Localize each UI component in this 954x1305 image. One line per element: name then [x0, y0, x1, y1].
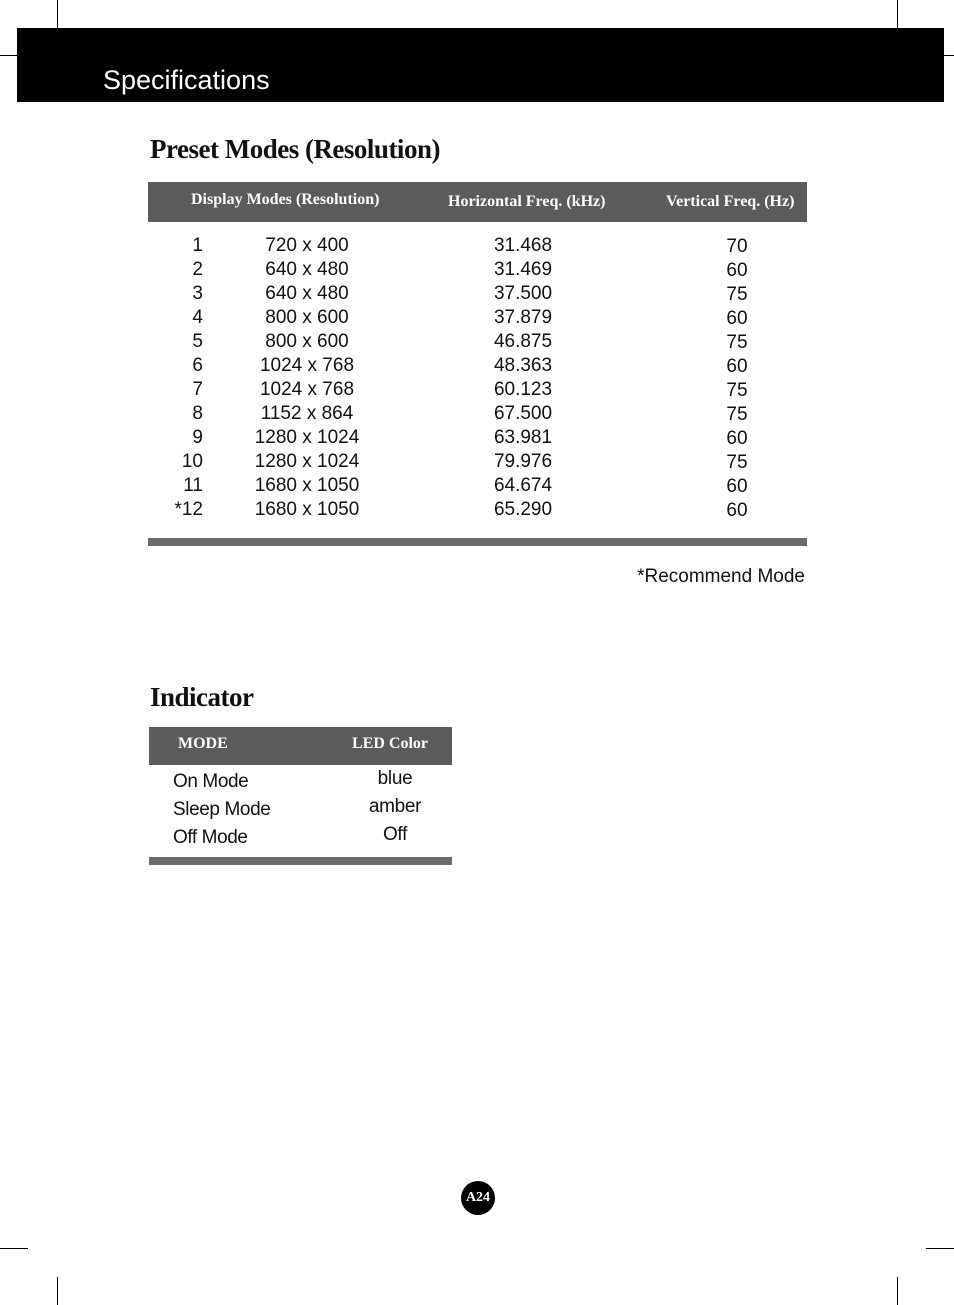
resolution-cell: 1024 x 768: [259, 379, 355, 400]
horizontal-freq-cell: 46.875: [493, 331, 553, 352]
page-title: Specifications: [103, 65, 270, 95]
indicator-mode-cell: Off Mode: [173, 827, 248, 848]
mode-number-cell: 6: [192, 355, 203, 376]
resolution-cell: 1680 x 1050: [254, 475, 360, 496]
horizontal-freq-cell: 37.500: [493, 283, 553, 304]
resolution-cell: 720 x 400: [265, 235, 349, 256]
indicator-table-header: [149, 727, 452, 765]
crop-mark: [57, 1277, 58, 1305]
recommend-mode-note: *Recommend Mode: [637, 566, 805, 587]
vertical-freq-cell: 75: [726, 452, 748, 473]
column-header-horizontal-freq: Horizontal Freq. (kHz): [448, 193, 606, 210]
mode-number-cell: 3: [192, 283, 203, 304]
vertical-freq-cell: 60: [726, 356, 748, 377]
indicator-mode-cell: Sleep Mode: [173, 799, 271, 820]
horizontal-freq-cell: 63.981: [493, 427, 553, 448]
indicator-color-column: [345, 765, 445, 849]
column-header-vertical-freq: Vertical Freq. (Hz): [666, 193, 795, 210]
mode-number-cell: 5: [192, 331, 203, 352]
horizontal-freq-cell: 48.363: [493, 355, 553, 376]
indicator-led-color-cell: blue: [377, 768, 413, 789]
vertical-freq-cell: 75: [726, 380, 748, 401]
resolution-cell: 1280 x 1024: [254, 451, 360, 472]
page-number-badge: A24: [461, 1181, 495, 1215]
preset-table-bottom-rule: [148, 538, 807, 546]
vertical-freq-cell: 70: [726, 236, 748, 257]
crop-mark: [897, 0, 898, 28]
horizontal-freq-cell: 31.469: [493, 259, 553, 280]
vertical-freq-cell: 60: [726, 260, 748, 281]
resolution-cell: 1024 x 768: [259, 355, 355, 376]
resolution-cell: 1280 x 1024: [254, 427, 360, 448]
horizontal-freq-cell: 31.468: [493, 235, 553, 256]
preset-table-header: [148, 182, 807, 222]
indicator-led-color-cell: amber: [368, 796, 422, 817]
indicator-led-color-cell: Off: [382, 824, 408, 845]
preset-modes-heading: Preset Modes (Resolution): [150, 134, 440, 164]
vertical-freq-cell: 75: [726, 284, 748, 305]
crop-mark: [0, 55, 17, 56]
crop-mark: [57, 0, 58, 28]
resolution-cell: 640 x 480: [265, 283, 349, 304]
column-header-led-color: LED Color: [352, 735, 428, 752]
column-header-mode: MODE: [178, 735, 228, 752]
horizontal-freq-cell: 67.500: [493, 403, 553, 424]
horizontal-freq-cell: 79.976: [493, 451, 553, 472]
crop-mark: [0, 1248, 28, 1249]
horizontal-freq-cell: 65.290: [493, 499, 553, 520]
indicator-mode-column: [173, 768, 270, 852]
horizontal-freq-cell: 64.674: [493, 475, 553, 496]
crop-mark: [944, 55, 954, 56]
vertical-freq-cell: 60: [726, 428, 748, 449]
vertical-freq-column: [697, 235, 777, 523]
mode-number-cell: 1: [192, 235, 203, 256]
vertical-freq-cell: 75: [726, 404, 748, 425]
mode-number-cell: 2: [192, 259, 203, 280]
indicator-mode-cell: On Mode: [173, 771, 249, 792]
mode-number-cell: 11: [183, 475, 203, 496]
horizontal-freq-cell: 37.879: [493, 307, 553, 328]
indicator-heading: Indicator: [150, 682, 254, 712]
horizontal-freq-cell: 60.123: [493, 379, 553, 400]
column-header-display-modes: Display Modes (Resolution): [191, 191, 380, 208]
resolution-cell: 1152 x 864: [260, 403, 354, 424]
crop-mark: [897, 1277, 898, 1305]
resolution-column: [222, 234, 392, 522]
indicator-table-bottom-rule: [149, 857, 452, 865]
mode-number-cell: 7: [192, 379, 203, 400]
mode-number-cell: 10: [181, 451, 203, 472]
vertical-freq-cell: 60: [726, 308, 748, 329]
crop-mark: [926, 1248, 954, 1249]
resolution-cell: 1680 x 1050: [254, 499, 360, 520]
vertical-freq-cell: 60: [726, 476, 748, 497]
mode-number-column: [150, 234, 203, 522]
resolution-cell: 800 x 600: [265, 307, 349, 328]
vertical-freq-cell: 75: [726, 332, 748, 353]
resolution-cell: 800 x 600: [265, 331, 349, 352]
horizontal-freq-column: [463, 234, 583, 522]
resolution-cell: 640 x 480: [265, 259, 349, 280]
mode-number-cell: 4: [192, 307, 203, 328]
mode-number-cell: *12: [174, 499, 203, 520]
mode-number-cell: 9: [192, 427, 203, 448]
mode-number-cell: 8: [192, 403, 203, 424]
vertical-freq-cell: 60: [726, 500, 748, 521]
